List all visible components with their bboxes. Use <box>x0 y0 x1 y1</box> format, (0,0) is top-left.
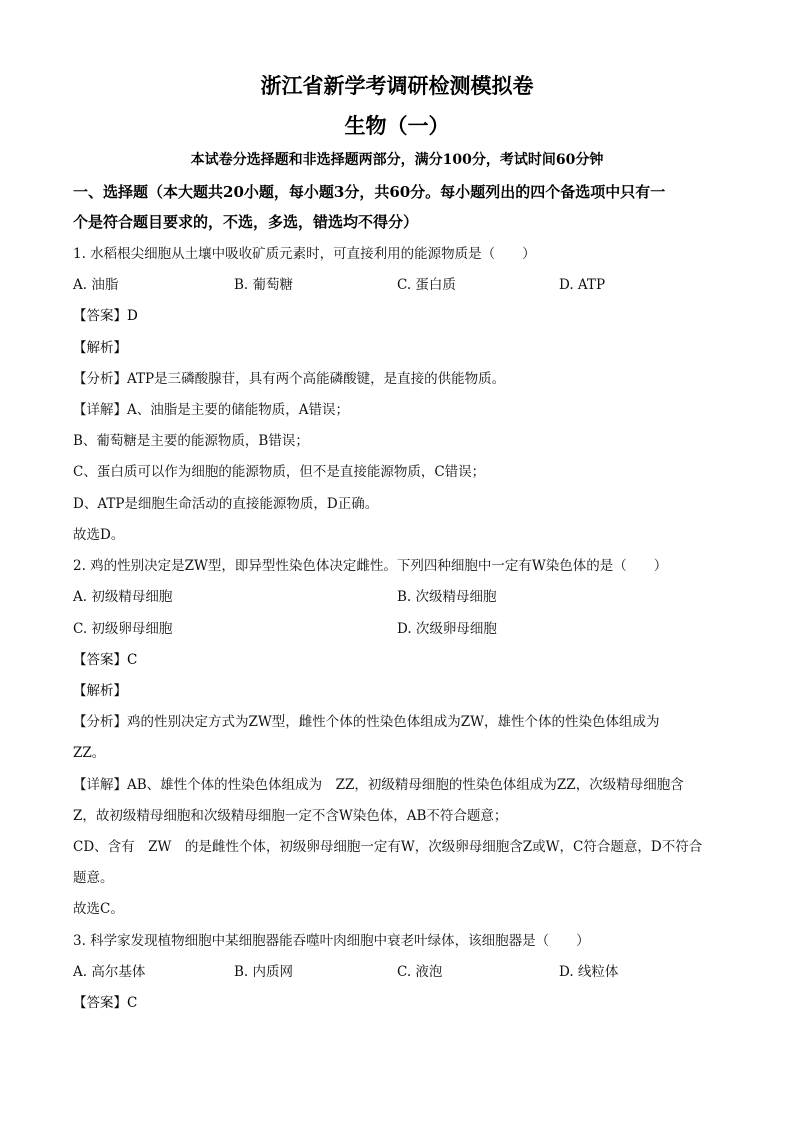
exam-info: 本试卷分选择题和非选择题两部分，满分100分，考试时间60分钟 <box>190 152 604 168</box>
q2-option-c: C. 初级卵母细胞 <box>73 621 173 637</box>
q2-analysis-1: 【分析】鸡的性别决定方式为ZW型，雌性个体的性染色体组成为ZW，雄性个体的性染色体组成为 <box>73 714 660 730</box>
q2-stem: 2. 鸡的性别决定是ZW型，即异型性染色体决定雌性。下列四种细胞中一定有W染色体的是（ ） <box>73 558 668 574</box>
q3-stem: 3. 科学家发现植物细胞中某细胞器能吞噬叶肉细胞中衰老叶绿体，该细胞器是（ ） <box>73 933 590 949</box>
q3-answer: 【答案】C <box>73 995 138 1011</box>
q3-option-a: A. 高尔基体 <box>73 964 146 980</box>
q2-detail-4: 题意。 <box>73 870 114 886</box>
q1-option-b: B. 葡萄糖 <box>234 277 294 293</box>
q1-answer: 【答案】D <box>73 308 138 324</box>
q1-detail-2: B、葡萄糖是主要的能源物质，B错误； <box>73 433 309 449</box>
q2-analysis-2: ZZ。 <box>73 745 106 761</box>
q2-analysis-tag: 【解析】 <box>73 683 127 699</box>
q2-conclusion: 故选C。 <box>73 901 124 917</box>
q1-option-a: A. 油脂 <box>73 277 119 293</box>
q1-option-d: D. ATP <box>559 277 606 293</box>
q2-answer: 【答案】C <box>73 652 138 668</box>
q1-analysis-tag: 【解析】 <box>73 340 127 356</box>
section-heading-line-1: 一、选择题（本大题共20小题，每小题3分，共60分。每小题列出的四个备选项中只有一 <box>73 183 666 201</box>
q2-detail-2: Z，故初级精母细胞和次级精母细胞一定不含W染色体，AB不符合题意； <box>73 808 508 824</box>
q1-option-c: C. 蛋白质 <box>397 277 456 293</box>
q3-option-c: C. 液泡 <box>397 964 443 980</box>
section-heading-line-2: 个是符合题目要求的，不选，多选，错选均不得分） <box>73 213 419 231</box>
q3-option-b: B. 内质网 <box>234 964 294 980</box>
q2-option-d: D. 次级卵母细胞 <box>397 621 497 637</box>
q3-option-d: D. 线粒体 <box>559 964 619 980</box>
q2-detail-3: CD、含有 ZW 的是雌性个体，初级卵母细胞一定有W，次级卵母细胞含Z或W，C符合题意，D不符合 <box>73 839 703 855</box>
q1-stem: 1. 水稻根尖细胞从土壤中吸收矿质元素时，可直接利用的能源物质是（ ） <box>73 246 536 262</box>
q2-option-a: A. 初级精母细胞 <box>73 589 173 605</box>
q1-analysis: 【分析】ATP是三磷酸腺苷，具有两个高能磷酸键，是直接的供能物质。 <box>73 371 506 387</box>
q2-detail-1: 【详解】AB、雄性个体的性染色体组成为 ZZ，初级精母细胞的性染色体组成为ZZ，次级精母细胞含 <box>73 777 684 793</box>
q1-detail-1: 【详解】A、油脂是主要的储能物质，A错误； <box>73 402 349 418</box>
exam-title: 浙江省新学考调研检测模拟卷 <box>260 73 534 98</box>
q1-detail-4: D、ATP是细胞生命活动的直接能源物质，D正确。 <box>73 496 379 512</box>
q1-conclusion: 故选D。 <box>73 527 125 543</box>
subject-title: 生物（一） <box>344 113 450 138</box>
q2-option-b: B. 次级精母细胞 <box>397 589 497 605</box>
q1-detail-3: C、蛋白质可以作为细胞的能源物质，但不是直接能源物质，C错误； <box>73 464 486 480</box>
